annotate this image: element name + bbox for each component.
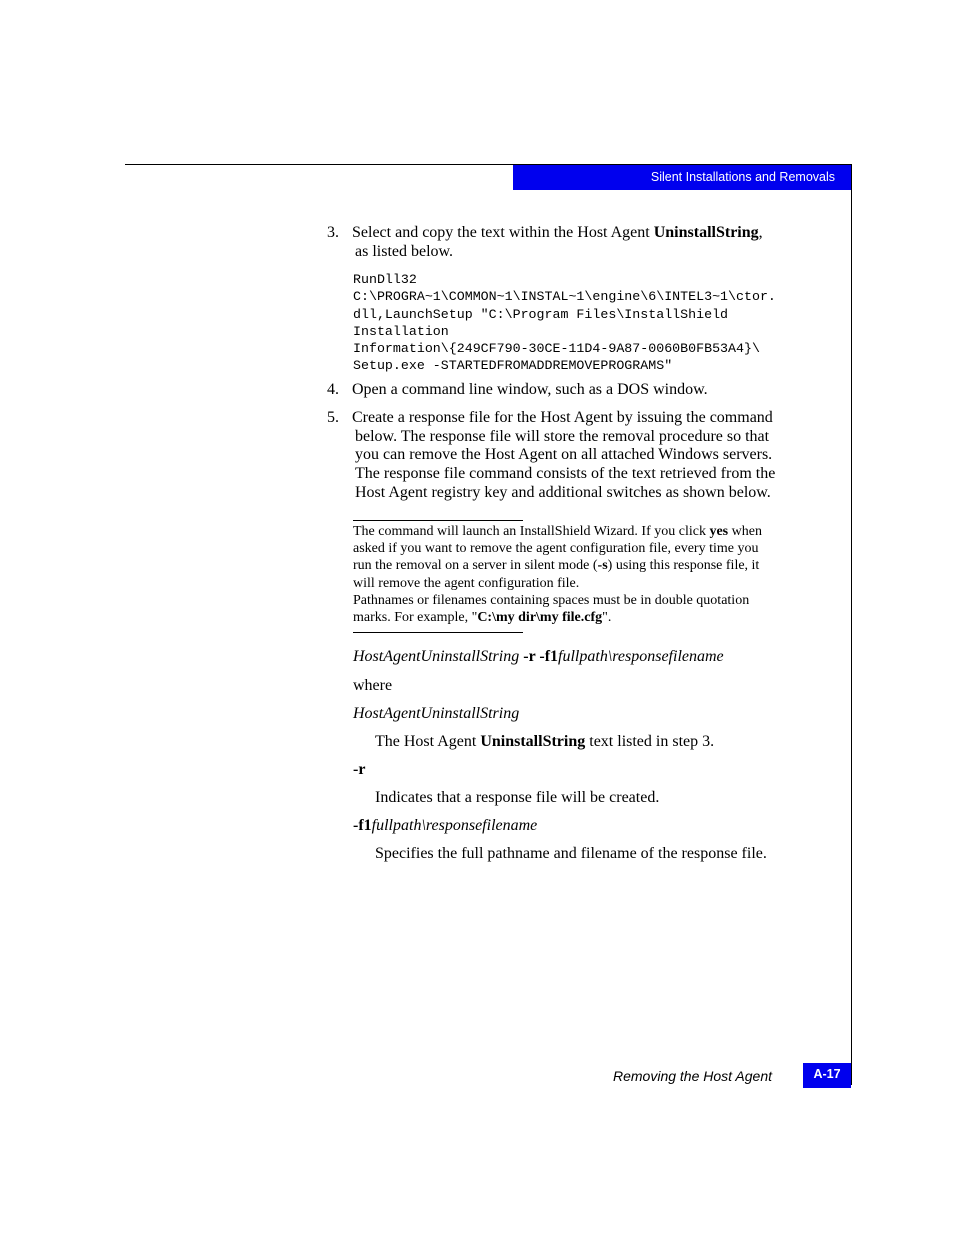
step-text bbox=[352, 224, 812, 261]
where-label: where bbox=[353, 677, 393, 694]
definition-text: The Host Agent bbox=[375, 733, 481, 750]
note-text: ) using this response file, it bbox=[607, 558, 760, 574]
definition-keyword: UninstallString bbox=[480, 733, 586, 750]
step-text-line: as listed below. bbox=[355, 242, 454, 260]
definition-term: HostAgentUninstallString bbox=[353, 705, 520, 722]
note-keyword: -s bbox=[597, 558, 608, 574]
step-number: 5. bbox=[327, 409, 339, 426]
note-keyword: C:\my dir\my file.cfg bbox=[477, 610, 603, 626]
step-text-line: Host Agent registry key and additional switches as shown below. bbox=[355, 483, 771, 501]
code-line: Installation bbox=[353, 323, 449, 339]
code-line: Setup.exe -STARTEDFROMADDREMOVEPROGRAMS" bbox=[353, 358, 673, 374]
definition-term bbox=[353, 816, 537, 835]
note-keyword: yes bbox=[709, 524, 729, 539]
definition-switch: -r bbox=[353, 761, 366, 778]
right-margin-rule bbox=[851, 165, 852, 1085]
code-line: RunDll32 bbox=[353, 272, 417, 287]
code-line: C:\PROGRA~1\COMMON~1\INSTAL~1\engine\6\INTEL3~1\ctor. bbox=[353, 289, 776, 305]
note-text: marks. For example, " bbox=[353, 610, 478, 626]
note-text: Pathnames or filenames containing spaces must be in double quotation bbox=[353, 592, 750, 608]
page-number: A-17 bbox=[813, 1067, 841, 1081]
command-syntax bbox=[353, 647, 724, 666]
definition-description: Indicates that a response file will be created. bbox=[375, 789, 660, 806]
section-header-tab bbox=[513, 165, 851, 190]
command-part: fullpath\responsefilename bbox=[558, 648, 724, 665]
note-text: run the removal on a server in silent mode ( bbox=[353, 558, 598, 574]
code-line: dll,LaunchSetup "C:\Program Files\InstallShield bbox=[353, 306, 729, 322]
step-text-line: The response file command consists of the text retrieved from the bbox=[355, 465, 776, 483]
step-number: 3. bbox=[327, 224, 339, 241]
step-text-part: , bbox=[758, 224, 763, 241]
section-title: Silent Installations and Removals bbox=[650, 170, 835, 184]
note-top-rule bbox=[353, 520, 523, 521]
note-block bbox=[353, 523, 808, 626]
definition-term bbox=[353, 760, 365, 779]
footer-chapter-title: Removing the Host Agent bbox=[613, 1068, 773, 1084]
step-text-line: below. The response file will store the removal procedure so that bbox=[355, 427, 770, 445]
uninstall-string-code bbox=[353, 271, 776, 375]
definition-switch: -f1 bbox=[353, 817, 372, 834]
command-part: HostAgentUninstallString bbox=[353, 648, 520, 665]
step-text: Open a command line window, such as a DOS window. bbox=[352, 381, 708, 398]
note-text: asked if you want to remove the agent configuration file, every time you bbox=[353, 541, 759, 557]
note-text: ". bbox=[602, 610, 612, 626]
definition-description bbox=[375, 732, 714, 751]
page-number-tab bbox=[803, 1063, 851, 1088]
step-number: 4. bbox=[327, 381, 339, 398]
note-text: The command will launch an InstallShield Wizard. If you click bbox=[353, 524, 710, 539]
note-text: will remove the agent configuration file. bbox=[353, 575, 580, 591]
definition-description: Specifies the full pathname and filename of the response file. bbox=[375, 845, 767, 862]
definition-text: fullpath\responsefilename bbox=[371, 817, 538, 834]
step-keyword: UninstallString bbox=[653, 224, 759, 241]
code-line: Information\{249CF790-30CE-11D4-9A87-0060B0FB53A4}\ bbox=[353, 341, 760, 357]
step-text bbox=[352, 409, 812, 503]
step-text-line: Create a response file for the Host Agent by issuing the command bbox=[352, 409, 773, 426]
step-text-part: Select and copy the text within the Host Agent bbox=[352, 224, 654, 241]
step-text-line: you can remove the Host Agent on all attached Windows servers. bbox=[355, 446, 773, 464]
command-switches: -r -f1 bbox=[519, 648, 559, 665]
definition-text: text listed in step 3. bbox=[585, 733, 715, 750]
note-text: when bbox=[728, 524, 762, 539]
note-bottom-rule bbox=[353, 632, 523, 633]
